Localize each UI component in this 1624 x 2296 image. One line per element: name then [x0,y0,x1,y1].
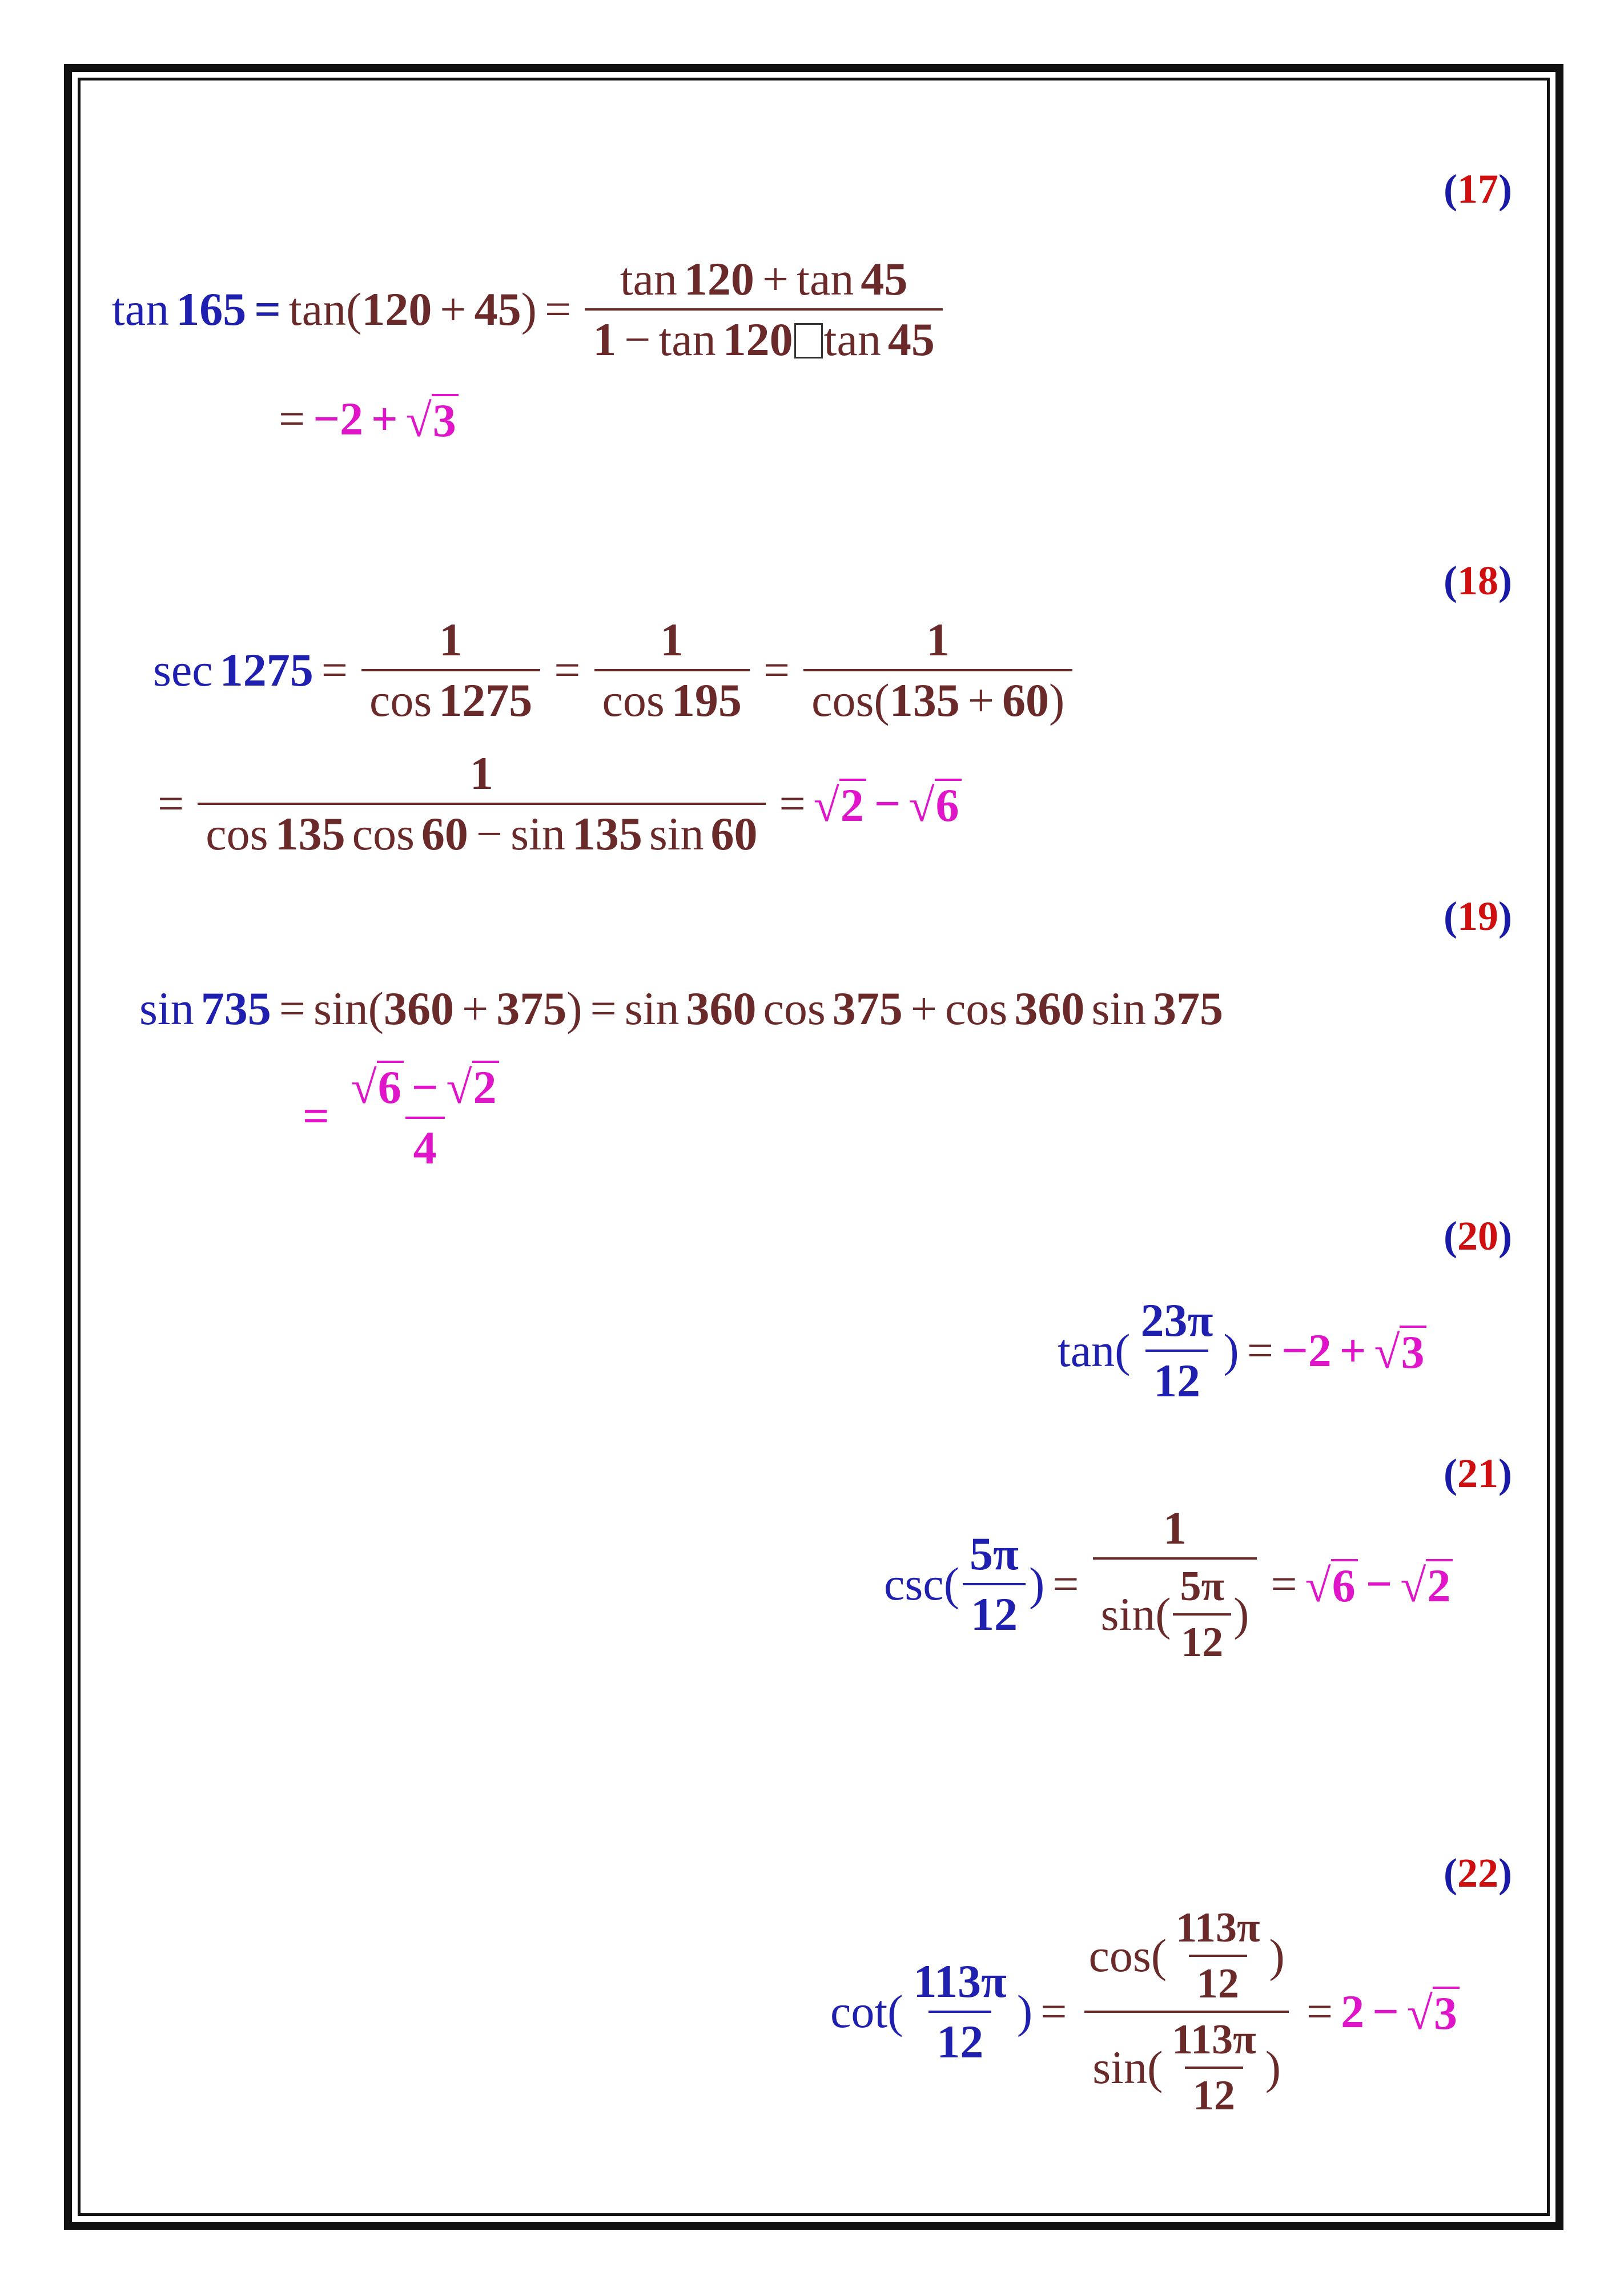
p17-num-fn2: tan [797,253,854,305]
problem-17-line-2 [279,394,459,444]
p18-f4-s2: sin [649,808,704,860]
problem-number-21: (21) [1444,1451,1512,1496]
problem-number-20: (20) [1444,1213,1512,1259]
p17-sqrt-arg: 3 [432,394,459,444]
problem-19-line-2 [295,1061,513,1174]
p17-num-a: 120 [684,253,754,305]
p18-f1-den-arg: 1275 [439,674,533,726]
p18-sqrt-arg-2: 6 [935,779,962,829]
p18-f4-a1: 135 [275,808,345,860]
p22-sqrt-sign: √ [1406,1987,1433,2039]
p20-result-sqrt [1374,1326,1426,1376]
p17-lhs-fn: tan [112,283,170,335]
p18-eq-2: = [554,644,581,696]
p22-sqrt-arg: 3 [1433,1987,1460,2037]
p20-lhs-close: ) [1223,1324,1239,1376]
p19-sqrt-arg-2: 2 [472,1061,499,1111]
p18-f4-a2: 60 [421,808,468,860]
p19-s2-a4: 375 [1153,982,1224,1034]
p19-s2-f3: cos [945,982,1008,1034]
p18-f3-num: 1 [926,614,950,666]
p17-eq: = [254,283,281,335]
p18-lhs-fn: sec [153,644,213,696]
p21-eq-2: = [1271,1558,1297,1610]
p21-sqrt-sign-2: √ [1400,1560,1426,1612]
p17-den-minus: − [624,313,651,365]
p21-result-sqrt-1 [1305,1559,1358,1612]
p22-lhs-den: 12 [928,2011,991,2065]
p18-f3-den-close: ) [1048,674,1065,726]
problem-22-line-1 [830,1904,1460,2119]
p21-result-sqrt-2 [1400,1559,1453,1612]
problem-number-17: (17) [1444,166,1512,212]
p21-rhs-den-den: 12 [1173,1613,1231,1663]
p19-result-fraction [343,1061,507,1174]
p22-lhs-close: ) [1016,1985,1033,2037]
p17-den-b: 45 [887,313,935,365]
problem-number-18: (18) [1444,558,1512,603]
p17-den-one: 1 [593,313,617,365]
p17-numerator [612,253,916,308]
p18-fraction-1 [361,614,540,726]
p21-rhs-den-close: ) [1233,1588,1249,1640]
p22-rhs-num-fraction [1168,1904,1268,2007]
p18-f1-den [361,669,540,724]
p17-num-plus: + [762,253,789,305]
p18-f1-den-fn: cos [369,674,432,726]
p19-sqrt-arg-1: 6 [377,1061,404,1111]
p22-lhs-fn: cot( [830,1985,903,2037]
p18-result-sqrt-2 [909,779,962,829]
p18-sqrt-arg-1: 2 [839,779,866,829]
p18-f4-a4: 60 [710,808,758,860]
p19-result-sqrt-2 [446,1061,499,1111]
p19-lhs-arg: 735 [200,982,271,1034]
p18-f4-num: 1 [469,747,493,799]
p18-fraction-2 [594,614,750,726]
p18-result-minus: − [874,778,901,829]
p19-sqrt-sign-1: √ [351,1061,377,1113]
missing-glyph-box [794,323,823,359]
p17-step1-close: ) [521,283,537,335]
p18-sqrt-sign-2: √ [909,779,935,831]
p18-f3-den [803,669,1072,724]
p21-lhs-fraction [962,1530,1027,1638]
p19-s2-a1: 360 [686,982,757,1034]
p21-rhs-den-fraction [1172,1563,1233,1666]
p22-rhs-den-fn: sin( [1092,2041,1163,2093]
p19-s2-f4: sin [1091,982,1147,1034]
p18-f2-den-fn: cos [602,674,665,726]
p19-eq-1: = [279,982,305,1034]
p19-s2-a3: 360 [1014,982,1085,1034]
p20-result-plus: + [1339,1324,1366,1376]
p19-result-den: 4 [405,1117,445,1171]
p17-result-plus: + [371,393,398,445]
p20-lhs-den: 12 [1145,1350,1208,1404]
p17-step1-plus: + [440,283,467,335]
p17-result-a: −2 [313,393,363,445]
p17-sqrt-sign: √ [405,394,432,446]
p18-f2-den-arg: 195 [671,674,742,726]
p19-result-minus: − [411,1061,439,1113]
p19-s2-a2: 375 [832,982,903,1034]
p18-f4-den [198,803,765,860]
p21-lhs-num: 5π [970,1528,1019,1580]
p17-den-a: 120 [722,313,793,365]
p19-eq-2: = [590,982,617,1034]
p19-s1-fn: sin( [313,982,384,1034]
p22-rhs-fraction [1080,1904,1292,2119]
p21-lhs-fn: csc( [884,1558,960,1610]
p19-result-num [343,1061,507,1117]
p17-num-fn1: tan [620,253,677,305]
p18-f3-den-plus: + [967,674,994,726]
p19-lhs-fn: sin [139,982,194,1034]
p21-rhs-den-fn: sin( [1100,1588,1171,1640]
p17-den-fn1: tan [658,313,716,365]
p21-sqrt-sign-1: √ [1305,1560,1331,1612]
problem-18-line-2 [150,747,962,860]
p22-eq-2: = [1306,1985,1333,2037]
p21-sqrt-arg-1: 6 [1331,1559,1358,1609]
p21-eq-1: = [1052,1558,1079,1610]
problem-number-19: (19) [1444,893,1512,939]
p18-eq-1: = [321,644,348,696]
p22-rhs-num [1080,1904,1292,2011]
p19-result-sqrt-1 [351,1061,404,1111]
problem-19-line-1 [139,982,1224,1034]
p20-lhs-fn: tan( [1058,1324,1131,1376]
p18-f4-c1: cos [206,808,268,860]
p17-step1-a: 120 [361,283,432,335]
p22-lhs-num: 113π [913,1955,1007,2007]
problem-17-line-1 [112,253,948,365]
p17-lhs-arg: 165 [176,283,247,335]
p19-s1-a: 360 [383,982,454,1034]
p20-eq: = [1247,1324,1273,1376]
p18-f3-den-b: 60 [1002,674,1049,726]
p20-lhs-num: 23π [1140,1294,1213,1346]
p22-rhs-num-fn: cos( [1088,1930,1167,1981]
p17-denominator [585,308,943,363]
p22-result-a: 2 [1341,1985,1365,2037]
p22-rhs-den-fraction [1164,2016,1264,2119]
p19-s1-close: ) [566,982,582,1034]
p17-den-fn2: tan [823,313,881,365]
p22-result-sqrt [1407,1987,1460,2037]
p18-f4-s1: sin [510,808,565,860]
p19-s2-f2: cos [763,982,826,1034]
p18-eq-5: = [779,778,806,829]
p22-rhs-den-den: 12 [1185,2067,1243,2117]
p18-fraction-3 [803,614,1072,726]
p22-rhs-den [1084,2011,1289,2117]
p17-eq-2: = [544,283,572,335]
p22-rhs-num-num: 113π [1176,1904,1260,1951]
p18-eq-3: = [763,644,790,696]
p17-num-b: 45 [861,253,908,305]
p18-eq-4: = [158,778,184,829]
problem-20-line-1 [1058,1294,1426,1407]
p21-rhs-num: 1 [1163,1502,1187,1554]
p17-step1-fn: tan( [288,283,362,335]
p22-rhs-num-den: 12 [1189,1955,1247,2005]
p20-sqrt-arg: 3 [1400,1326,1426,1376]
p19-s2-f1: sin [624,982,680,1034]
p18-lhs-arg: 1275 [219,644,313,696]
p21-lhs-close: ) [1028,1558,1045,1610]
p21-rhs-den [1093,1557,1257,1666]
p18-f3-den-fn: cos( [811,674,890,726]
problem-21-line-1 [884,1502,1453,1666]
p22-rhs-num-close: ) [1269,1930,1285,1981]
p19-s2-plus: + [910,982,938,1034]
p17-step1-b: 45 [474,283,521,335]
p18-f2-den [594,669,750,724]
p18-f4-c2: cos [352,808,415,860]
p22-rhs-den-num: 113π [1172,2016,1256,2063]
p20-sqrt-sign: √ [1374,1326,1400,1378]
p17-fraction [585,253,943,365]
p18-f1-num: 1 [439,614,463,666]
p18-f2-num: 1 [660,614,684,666]
p21-sqrt-arg-2: 2 [1426,1559,1453,1609]
p21-lhs-den: 12 [963,1583,1026,1638]
p18-f4-a3: 135 [572,808,642,860]
p19-s1-plus: + [461,982,489,1034]
p18-f3-den-a: 135 [889,674,960,726]
p21-rhs-den-num: 5π [1180,1563,1225,1610]
problem-18-line-1 [153,614,1078,726]
p20-result-a: −2 [1281,1324,1332,1376]
p17-result-eq: = [279,393,305,445]
p19-s1-b: 375 [496,982,567,1034]
p18-f4-minus: − [476,808,503,860]
p18-result-sqrt-1 [814,779,866,829]
p17-result-sqrt [406,394,459,444]
p21-rhs-fraction [1093,1502,1257,1666]
p21-result-minus: − [1365,1558,1393,1610]
p22-rhs-den-close: ) [1265,2041,1281,2093]
problem-number-22: (22) [1444,1850,1512,1896]
p20-lhs-fraction [1132,1294,1221,1407]
p19-sqrt-sign-2: √ [446,1061,472,1113]
p22-result-minus: − [1372,1985,1399,2037]
p18-sqrt-sign-1: √ [813,779,839,831]
p18-fraction-4 [198,747,765,860]
p22-lhs-fraction [905,1955,1014,2068]
p19-eq-3: = [303,1090,329,1142]
p22-eq-1: = [1040,1985,1067,2037]
